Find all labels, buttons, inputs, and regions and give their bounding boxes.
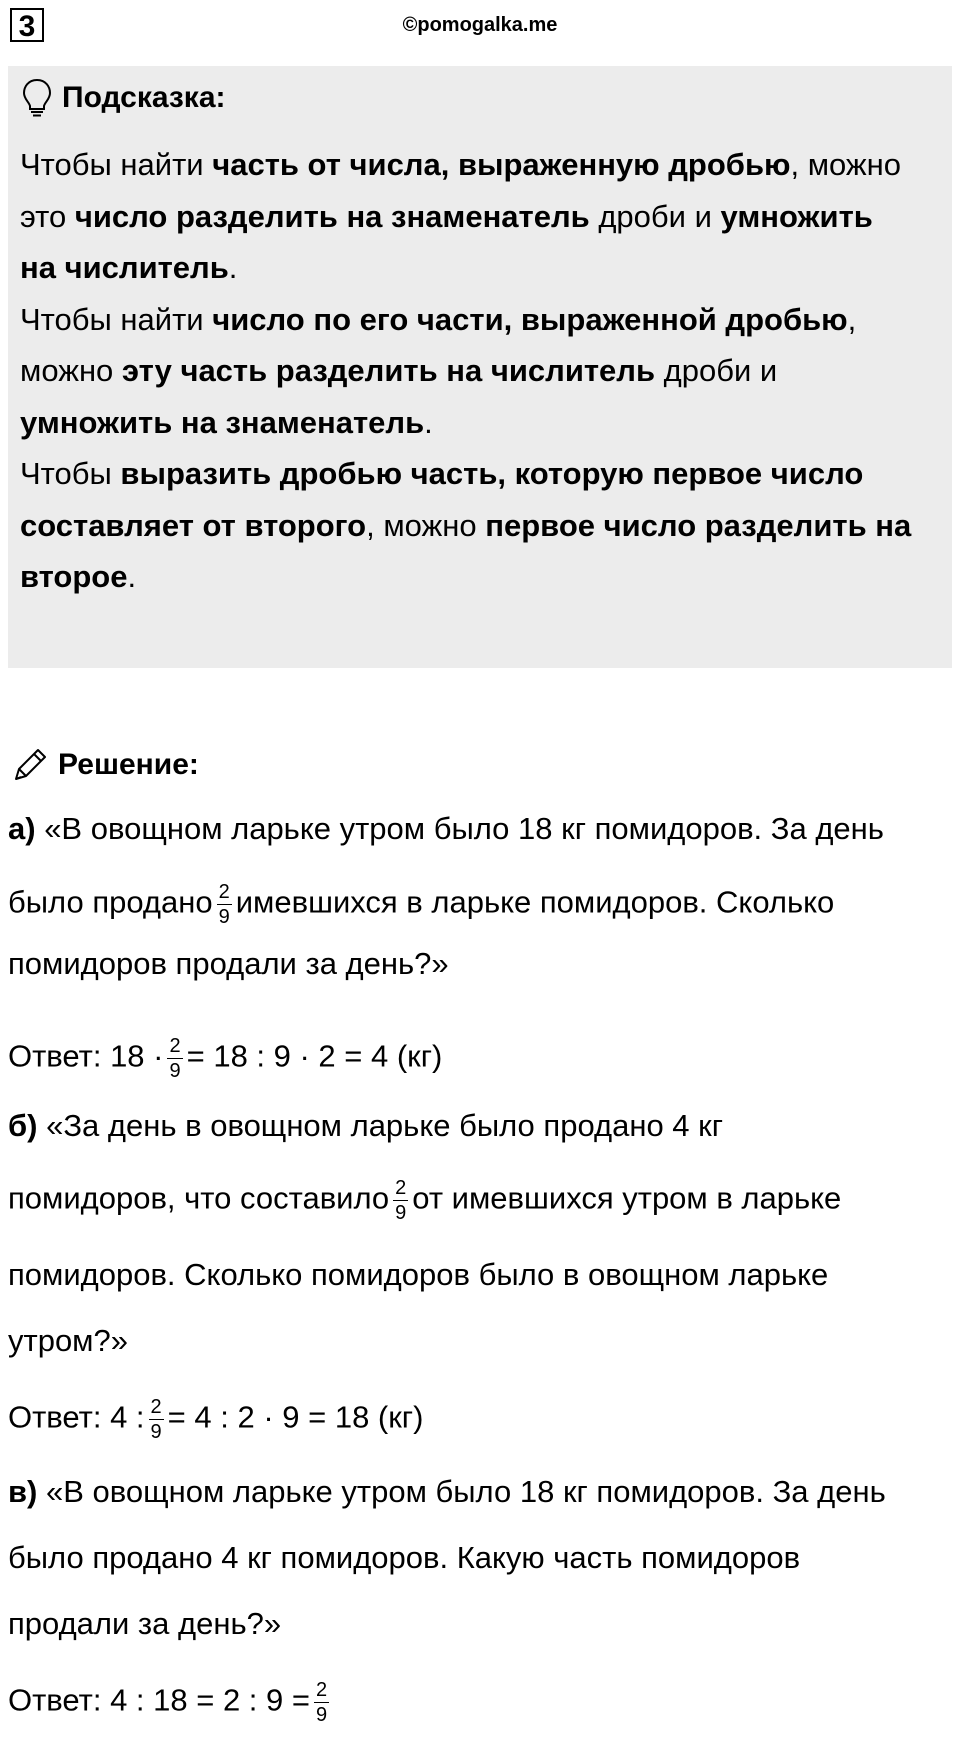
hint-text-run: .: [127, 559, 137, 594]
hint-bold-text: составляет от второго: [20, 507, 367, 543]
part-b-answer: Ответ: 4 : $\frac{2}{9}$ = 4 : 2 · 9 = 18 (кг): [8, 1396, 424, 1443]
fraction: $\frac{2}{9}$: [169, 1035, 181, 1082]
fraction: $\frac{2}{9}$: [218, 881, 230, 928]
part-b-line-3: помидоров. Сколько помидоров было в овощном ларьке: [8, 1257, 829, 1292]
part-c-answer: Ответ: 4 : 18 = 2 : 9 = $\frac{2}{9}$: [8, 1679, 328, 1726]
part-a-line-2: было продано $\frac{2}{9}$ имевшихся в ларьке помидоров. Сколько: [8, 881, 835, 928]
hint-text-run: , можно: [366, 507, 486, 543]
hint-line: [20, 448, 945, 500]
hint-text-run: .: [424, 404, 433, 440]
hint-line: [20, 191, 945, 243]
fraction: $\frac{2}{9}$: [316, 1679, 328, 1726]
site-watermark: ©pomogalka.me: [402, 14, 558, 36]
part-b-line-1: б) «За день в овощном ларьке было продано 4 кг: [8, 1108, 724, 1143]
hint-line: [20, 242, 945, 294]
hint-text-run: дроби и: [589, 198, 721, 234]
hint-text: [20, 139, 945, 603]
lightbulb-icon: [22, 78, 52, 118]
hint-line: [20, 397, 945, 449]
hint-bold-text: умножить: [720, 198, 873, 234]
hint-bold-text: второе: [20, 559, 128, 594]
part-c-line-3: продали за день?»: [8, 1606, 282, 1641]
part-c-line-1: в) «В овощном ларьке утром было 18 кг помидоров. За день: [8, 1474, 886, 1509]
hint-line: [20, 345, 945, 397]
task-number: 3: [10, 8, 44, 42]
hint-text-run: Чтобы: [20, 456, 121, 491]
hint-text-run: это: [20, 198, 75, 234]
solution-title: Решение:: [58, 748, 199, 781]
hint-bold-text: первое число разделить на: [485, 507, 912, 543]
hint-bold-text: число разделить на знаменатель: [74, 198, 590, 234]
hint-bold-text: умножить на знаменатель: [20, 404, 425, 440]
hint-heading: [22, 78, 226, 118]
part-b-line-4: утром?»: [8, 1323, 128, 1358]
part-a-answer: Ответ: 18 · $\frac{2}{9}$ = 18 : 9 · 2 = 4 (кг): [8, 1035, 443, 1082]
part-c-label: в): [8, 1474, 38, 1509]
hint-line: [20, 294, 945, 346]
part-a-line-3: помидоров продали за день?»: [8, 946, 449, 981]
part-b-line-2: помидоров, что составило $\frac{2}{9}$ от имевшихся утром в ларьке: [8, 1177, 842, 1224]
hint-bold-text: эту часть разделить на числитель: [121, 353, 656, 388]
hint-line: [20, 139, 945, 191]
hint-line: [20, 500, 945, 552]
hint-bold-text: выразить дробью часть, которую первое число: [120, 456, 864, 491]
hint-text-run: Чтобы найти: [20, 301, 213, 337]
hint-text-run: дроби и: [655, 353, 778, 388]
hint-bold-text: число по его части, выраженной дробью: [212, 301, 848, 337]
part-b-label: б): [8, 1108, 38, 1143]
hint-text-run: .: [228, 250, 238, 285]
hint-text-run: Чтобы найти: [20, 147, 213, 182]
part-c-line-2: было продано 4 кг помидоров. Какую часть помидоров: [8, 1540, 801, 1575]
part-a-line-1: а) «В овощном ларьке утром было 18 кг помидоров. За день: [8, 811, 884, 846]
hint-title: Подсказка:: [62, 81, 226, 114]
hint-text-run: , можно: [790, 147, 902, 182]
hint-line: [20, 551, 945, 603]
hint-bold-text: часть от числа, выраженную дробью: [212, 147, 791, 182]
hint-text-run: можно: [20, 353, 122, 388]
pencil-icon: [10, 745, 50, 785]
fraction: $\frac{2}{9}$: [395, 1177, 407, 1224]
part-a-label: а): [8, 811, 36, 846]
fraction: $\frac{2}{9}$: [150, 1396, 162, 1443]
hint-text-run: ,: [847, 301, 857, 337]
solution-heading: [10, 742, 199, 788]
hint-bold-text: на числитель: [20, 250, 229, 285]
